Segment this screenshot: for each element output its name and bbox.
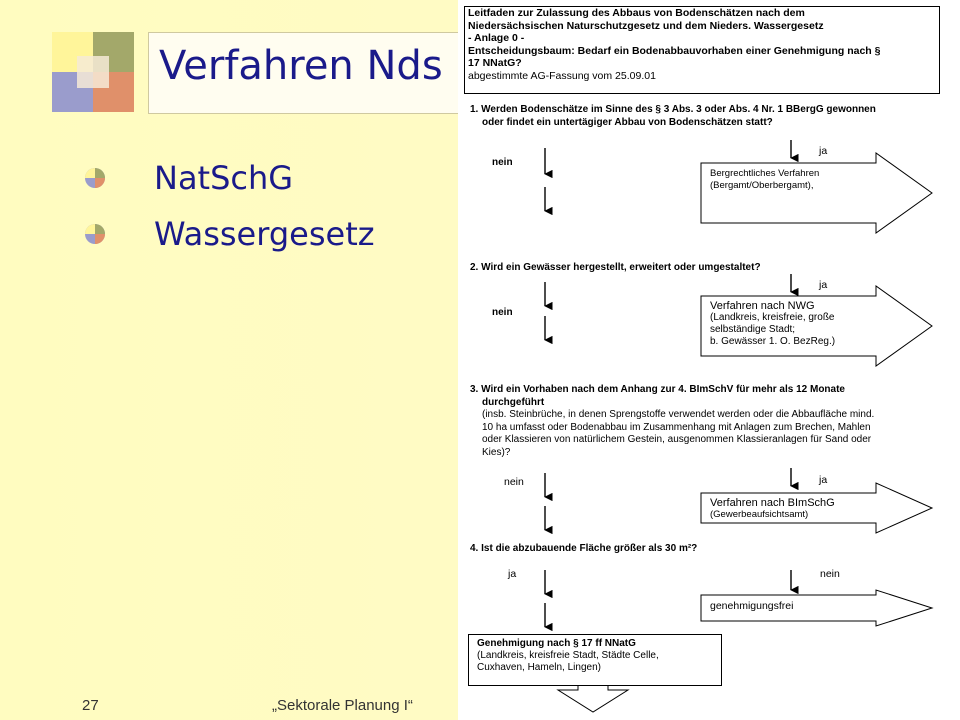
final-line: (Landkreis, kreisfreie Stadt, Städte Celle, — [477, 650, 659, 661]
question-line: 3. Wird ein Vorhaben nach dem Anhang zur 4. BImSchV für mehr als 12 Monate — [470, 384, 845, 395]
bullet-item — [84, 150, 375, 206]
header-line: 17 NNatG? — [468, 57, 522, 69]
slide-title: Verfahren Nds — [159, 43, 443, 89]
no-label: nein — [820, 568, 840, 580]
bullet-item — [84, 206, 375, 262]
question-2: 2. Wird ein Gewässer hergestellt, erweitert oder umgestaltet? — [470, 262, 761, 273]
bullet-icon — [84, 167, 106, 189]
bullet-icon — [84, 223, 106, 245]
page-number: 27 — [82, 697, 99, 714]
yes-label: ja — [819, 474, 828, 486]
no-label: nein — [492, 157, 513, 168]
final-line: Cuxhaven, Hameln, Lingen) — [477, 662, 601, 673]
no-label: nein — [492, 307, 513, 318]
outcome-box-1 — [710, 168, 819, 192]
yes-label: ja — [819, 279, 828, 291]
outcome-line: b. Gewässer 1. O. BezReg.) — [710, 336, 836, 347]
detail-line: Kies)? — [482, 446, 511, 458]
header-line: Entscheidungsbaum: Bedarf ein Bodenabbauvorhaben einer Genehmigung nach § — [468, 44, 881, 57]
outcome-line: selbständige Stadt; — [710, 324, 796, 335]
title-box — [148, 32, 470, 114]
header-line: Leitfaden zur Zulassung des Abbaus von Bodenschätzen nach dem — [468, 7, 805, 19]
detail-line: oder Klassieren von natürlichem Gestein, ausgenommen Klassieranlagen für Sand oder — [482, 434, 872, 445]
outcome-line: (Bergamt/Oberbergamt), — [710, 180, 814, 191]
yes-label: ja — [819, 145, 828, 157]
header-line: abgestimmte AG-Fassung vom 25.09.01 — [468, 69, 656, 82]
question-line: durchgeführt — [482, 396, 545, 408]
decision-tree-document — [458, 0, 960, 720]
footer-text: „Sektorale Planung I“ — [272, 697, 413, 714]
question-1 — [470, 104, 876, 129]
detail-line: 10 ha umfasst oder Bodenabbau im Zusammenhang mit Anlagen zum Brechen, Mahlen — [482, 421, 871, 433]
question-line: oder findet ein untertägiger Abbau von Bodenschätzen statt? — [482, 116, 773, 128]
question-3 — [470, 384, 874, 459]
yes-label: ja — [508, 568, 517, 580]
outcome-line: (Gewerbeaufsichtsamt) — [710, 509, 809, 520]
header-line: - Anlage 0 - — [468, 32, 525, 44]
no-label: nein — [504, 476, 524, 488]
detail-line: (insb. Steinbrüche, in denen Sprengstoffe verwendet werden oder die Abbaufläche mind. — [482, 409, 875, 420]
slide-logo — [52, 32, 134, 112]
bullet-text: NatSchG — [154, 159, 294, 197]
outcome-box-4: genehmigungsfrei — [710, 600, 794, 612]
bullet-text: Wassergesetz — [154, 215, 375, 253]
outcome-line: (Landkreis, kreisfreie, große — [710, 312, 835, 323]
question-detail — [470, 409, 874, 459]
outcome-box-3 — [710, 497, 835, 521]
outcome-line: Bergrechtliches Verfahren — [710, 168, 820, 179]
outcome-box-2 — [710, 300, 835, 348]
final-title: Genehmigung nach § 17 ff NNatG — [477, 638, 636, 649]
question-4: 4. Ist die abzubauende Fläche größer als 30 m²? — [470, 543, 698, 554]
bullet-list — [84, 150, 375, 262]
final-outcome-box — [468, 634, 722, 686]
header-line: Niedersächsischen Naturschutzgesetz und dem Nieders. Wassergesetz — [468, 19, 824, 32]
question-line: 1. Werden Bodenschätze im Sinne des § 3 Abs. 3 oder Abs. 4 Nr. 1 BBergG gewonnen — [470, 104, 876, 115]
outcome-line: Verfahren nach NWG — [710, 300, 815, 312]
outcome-line: Verfahren nach BImSchG — [710, 497, 835, 509]
